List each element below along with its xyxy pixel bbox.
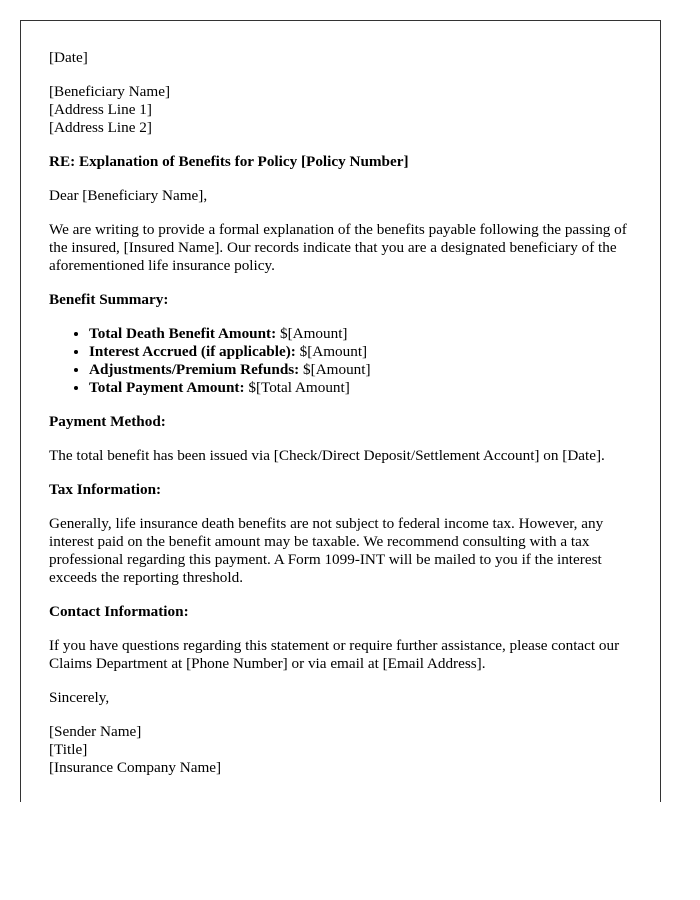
letter-date: [Date] — [49, 49, 88, 66]
benefit-item-label: Interest Accrued (if applicable): — [89, 343, 296, 360]
recipient-name: [Beneficiary Name] — [49, 83, 171, 100]
benefit-item-label: Adjustments/Premium Refunds: — [89, 361, 300, 378]
payment-method-heading: Payment Method: — [49, 413, 166, 430]
benefit-summary-item — [89, 379, 632, 397]
letter-subject: RE: Explanation of Benefits for Policy [Policy Number] — [49, 153, 409, 170]
benefit-item-value: $[Amount] — [299, 343, 368, 360]
letter-page — [20, 20, 661, 802]
letter-closing: Sincerely, — [49, 689, 110, 706]
tax-information-heading: Tax Information: — [49, 481, 162, 498]
benefit-item-label: Total Payment Amount: — [89, 379, 245, 396]
benefit-item-label: Total Death Benefit Amount: — [89, 325, 277, 342]
benefit-summary-item — [89, 361, 632, 379]
letter-intro-paragraph: We are writing to provide a formal explanation of the benefits payable following the passing of the insured, [Insured Name]. Our records indicate that you are a designated beneficiary of the aforementioned life insurance policy. — [49, 221, 627, 274]
recipient-address-line-2: [Address Line 2] — [49, 119, 152, 136]
recipient-address-line-1: [Address Line 1] — [49, 101, 152, 118]
benefit-summary-item — [89, 343, 632, 361]
benefit-item-value: $[Amount] — [279, 325, 348, 342]
benefit-item-value: $[Amount] — [303, 361, 371, 378]
benefit-summary-list — [49, 325, 632, 397]
sender-title: [Title] — [49, 741, 88, 758]
contact-information-heading: Contact Information: — [49, 603, 189, 620]
benefit-item-value: $[Total Amount] — [248, 379, 350, 396]
letter-salutation: Dear [Beneficiary Name], — [49, 187, 208, 204]
sender-company: [Insurance Company Name] — [49, 759, 222, 776]
tax-information-paragraph: Generally, life insurance death benefits are not subject to federal income tax. However, any interest paid on the benefit amount may be taxable. We recommend consulting with a tax professional regarding this payment. A Form 1099-INT will be mailed to you if the interest exceeds the reporting threshold. — [49, 515, 604, 586]
benefit-summary-item — [89, 325, 632, 343]
recipient-address-block — [49, 83, 632, 137]
contact-information-paragraph: If you have questions regarding this statement or require further assistance, please contact our Claims Department at [Phone Number] or via email at [Email Address]. — [49, 637, 620, 672]
payment-method-paragraph: The total benefit has been issued via [Check/Direct Deposit/Settlement Account] on [Date]. — [49, 447, 605, 464]
sender-signature-block — [49, 723, 632, 777]
benefit-summary-heading: Benefit Summary: — [49, 291, 169, 308]
sender-name: [Sender Name] — [49, 723, 142, 740]
